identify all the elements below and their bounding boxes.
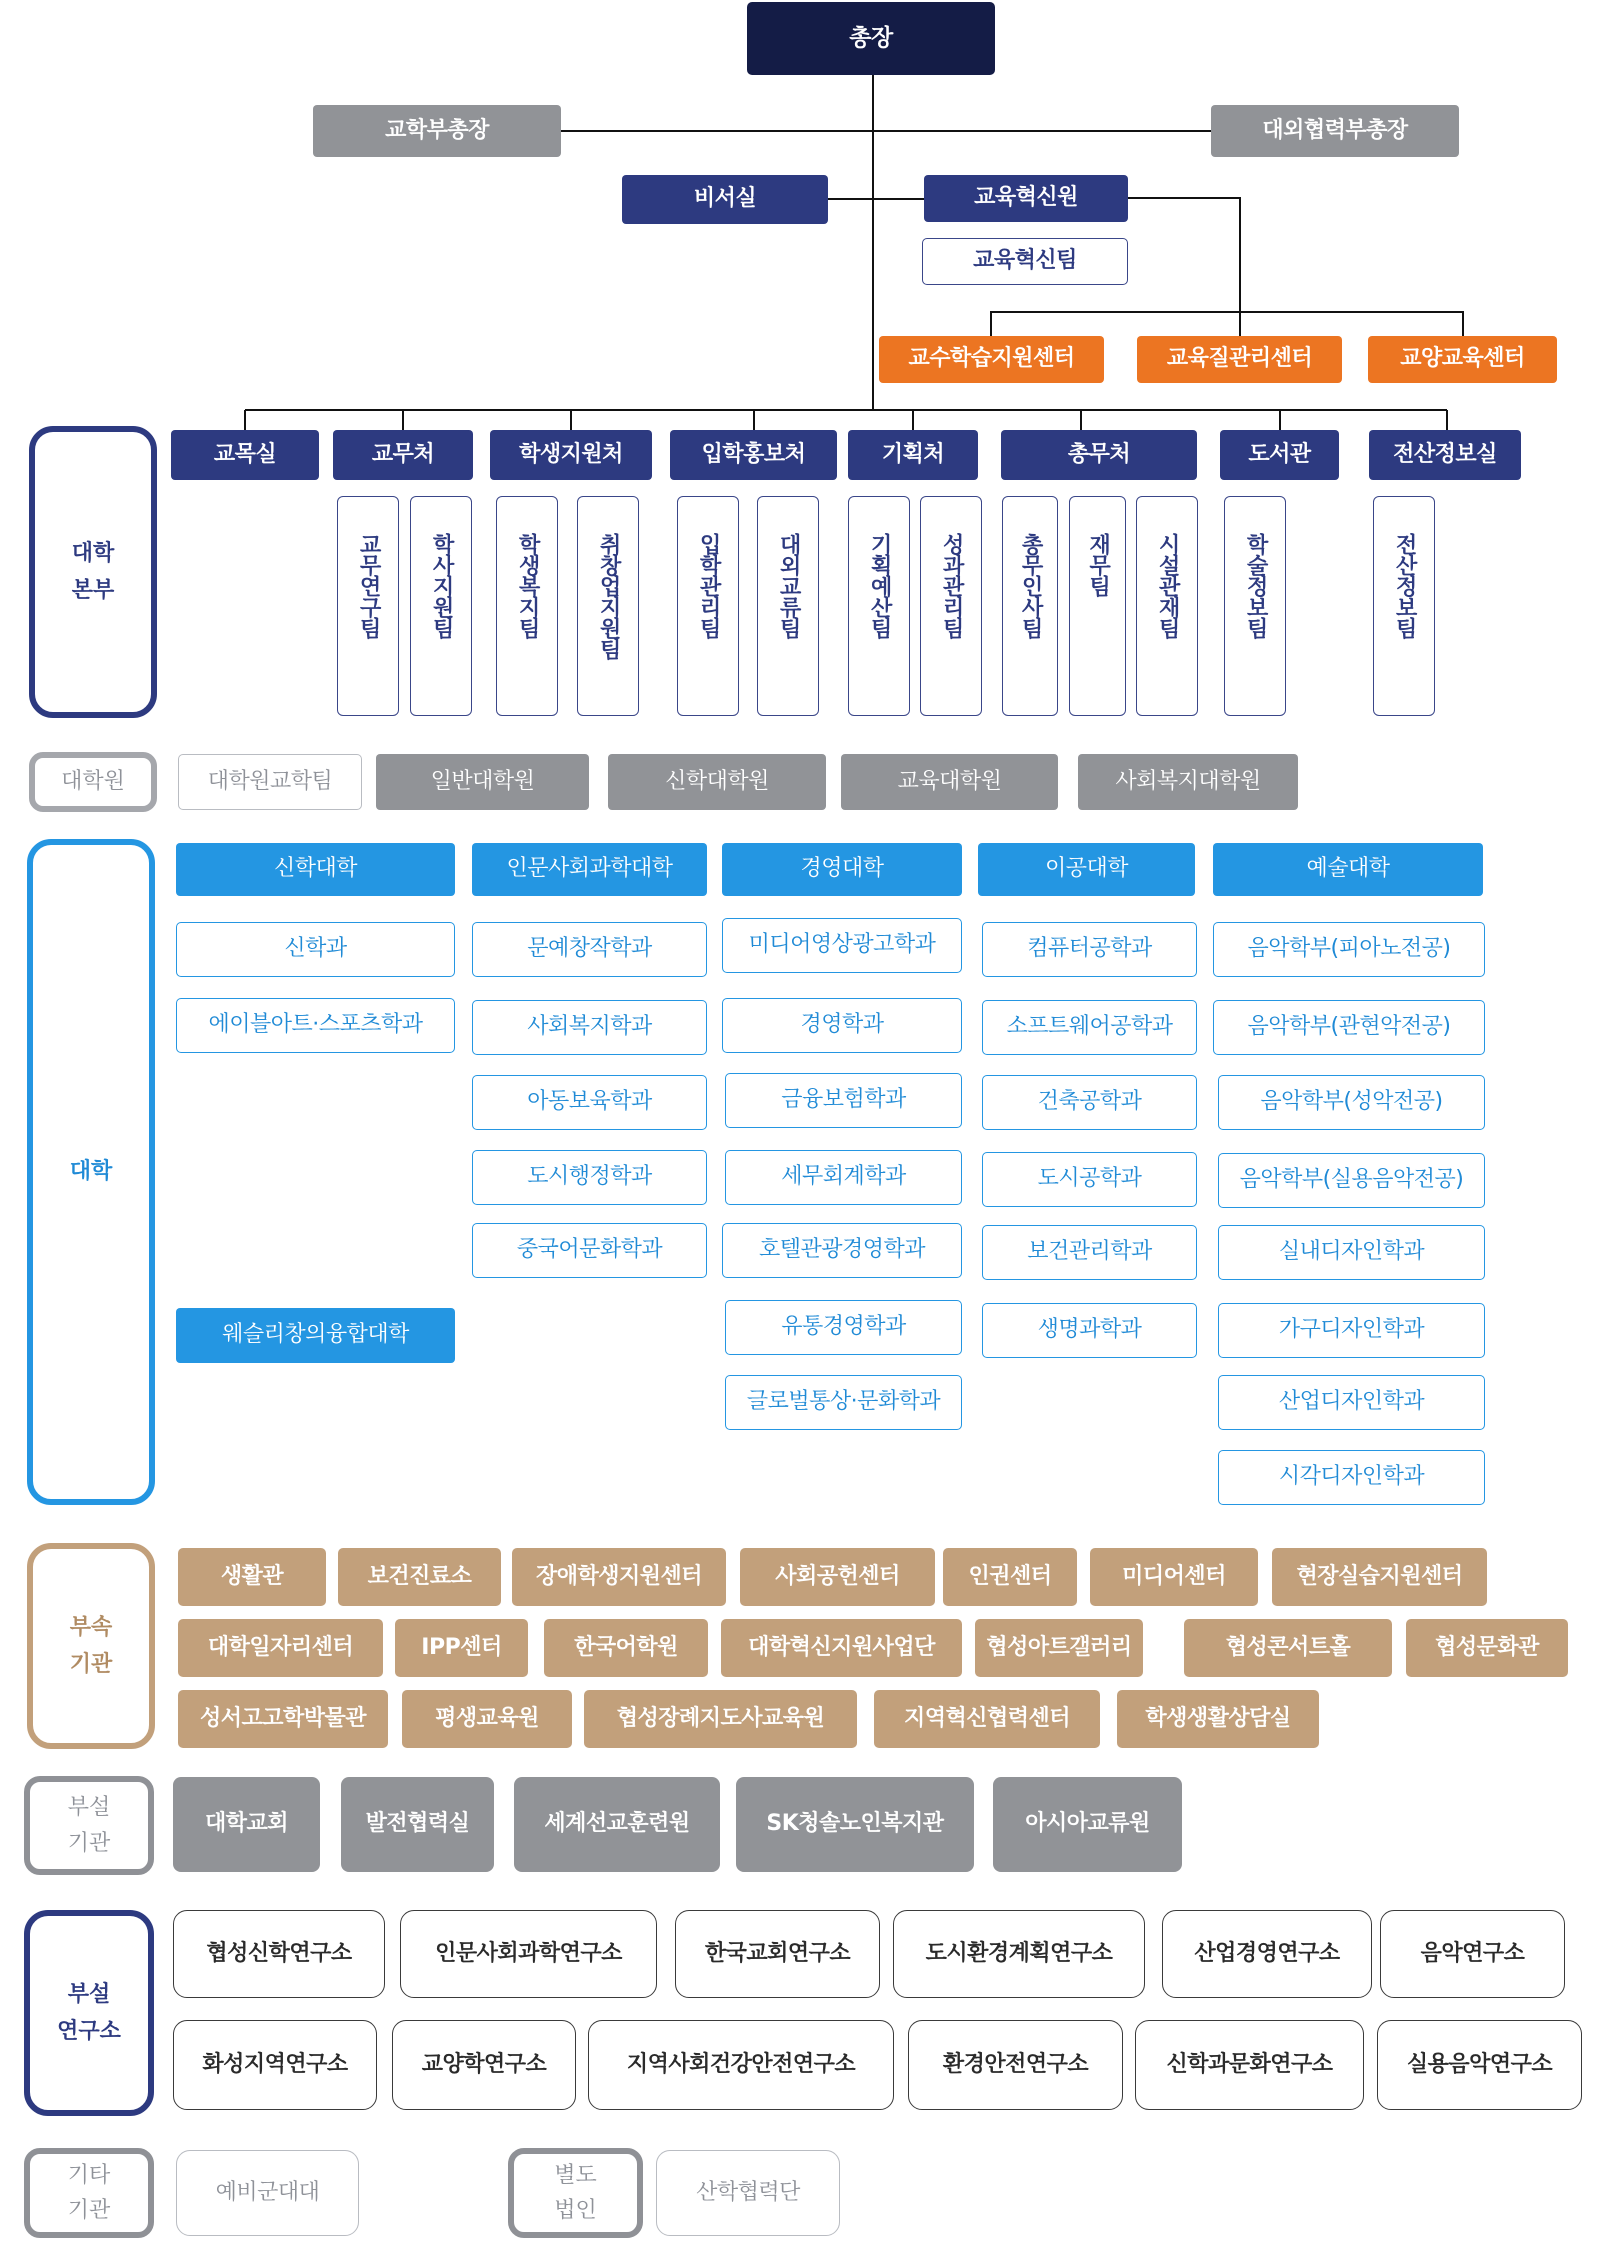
category-attached xyxy=(24,1776,154,1875)
department-box[interactable]: 생명과학과 xyxy=(982,1303,1197,1358)
team-box[interactable]: 성과관리팀 xyxy=(920,496,982,716)
team-box[interactable]: 대외교류팀 xyxy=(757,496,819,716)
institute-box[interactable]: 실용음악연구소 xyxy=(1377,2020,1582,2110)
center-box-quality[interactable]: 교육질관리센터 xyxy=(1137,336,1342,383)
affiliated-box[interactable]: IPP센터 xyxy=(395,1619,528,1677)
affiliated-box[interactable]: 보건진료소 xyxy=(338,1548,501,1606)
category-label-line: 본부 xyxy=(71,578,115,603)
department-box[interactable]: 음악학부(피아노전공) xyxy=(1213,922,1485,977)
affiliated-box[interactable]: 인권센터 xyxy=(943,1548,1077,1606)
other-institution-box[interactable]: 예비군대대 xyxy=(176,2150,359,2236)
institute-box[interactable]: 화성지역연구소 xyxy=(173,2020,377,2110)
category-label-line: 대학 xyxy=(69,1159,113,1185)
innovation-institute-box[interactable]: 교육혁신원 xyxy=(924,175,1128,222)
department-box[interactable]: 산업디자인학과 xyxy=(1218,1375,1485,1430)
team-box[interactable]: 학술정보팀 xyxy=(1224,496,1286,716)
team-box[interactable]: 학사지원팀 xyxy=(410,496,472,716)
category-label-line: 법인 xyxy=(554,2198,597,2223)
team-box[interactable]: 학생복지팀 xyxy=(496,496,558,716)
affiliated-box[interactable]: 사회공헌센터 xyxy=(740,1548,935,1606)
department-box[interactable]: 도시공학과 xyxy=(982,1152,1197,1207)
affiliated-box[interactable]: 협성콘서트홀 xyxy=(1184,1619,1392,1677)
affiliated-box[interactable]: 미디어센터 xyxy=(1090,1548,1258,1606)
team-box[interactable]: 시설관재팀 xyxy=(1136,496,1198,716)
institute-box[interactable]: 산업경영연구소 xyxy=(1162,1910,1372,1998)
department-box[interactable]: 음악학부(관현악전공) xyxy=(1213,1000,1485,1055)
college-header[interactable]: 이공대학 xyxy=(978,843,1195,896)
institute-box[interactable]: 신학과문화연구소 xyxy=(1135,2020,1364,2110)
office-box[interactable]: 전산정보실 xyxy=(1369,430,1521,480)
department-box[interactable]: 신학과 xyxy=(176,922,455,977)
office-box[interactable]: 학생지원처 xyxy=(490,430,652,480)
department-box[interactable]: 세무회계학과 xyxy=(725,1150,962,1205)
graduate-team-box[interactable]: 대학원교학팀 xyxy=(178,754,362,810)
department-box[interactable]: 건축공학과 xyxy=(982,1075,1197,1130)
category-label-line: 연구소 xyxy=(57,2019,121,2044)
attached-box[interactable]: 아시아교류원 xyxy=(993,1777,1182,1872)
team-box[interactable]: 재무팀 xyxy=(1069,496,1126,716)
center-box-liberal[interactable]: 교양교육센터 xyxy=(1368,336,1557,383)
affiliated-box[interactable]: 한국어학원 xyxy=(544,1619,708,1677)
category-graduate xyxy=(29,752,157,812)
institute-box[interactable]: 지역사회건강안전연구소 xyxy=(588,2020,894,2110)
department-box[interactable]: 시각디자인학과 xyxy=(1218,1450,1485,1505)
team-box[interactable]: 총무인사팀 xyxy=(1002,496,1058,716)
president-box[interactable]: 총장 xyxy=(747,2,995,75)
graduate-school-box[interactable]: 사회복지대학원 xyxy=(1078,754,1298,810)
department-box[interactable]: 경영학과 xyxy=(722,998,962,1053)
institute-box[interactable]: 음악연구소 xyxy=(1380,1910,1565,1998)
department-box[interactable]: 중국어문화학과 xyxy=(472,1223,707,1278)
team-box[interactable]: 취창업지원팀 xyxy=(577,496,639,716)
institute-box[interactable]: 인문사회과학연구소 xyxy=(400,1910,657,1998)
department-box[interactable]: 소프트웨어공학과 xyxy=(982,1000,1197,1055)
category-label-line: 대학 xyxy=(71,540,115,566)
institute-box[interactable]: 도시환경계획연구소 xyxy=(893,1910,1145,1998)
department-box[interactable]: 음악학부(성악전공) xyxy=(1218,1075,1485,1130)
office-box[interactable]: 총무처 xyxy=(1001,430,1197,480)
category-label-line: 부설 xyxy=(67,1795,111,1821)
affiliated-box[interactable]: 대학혁신지원사업단 xyxy=(721,1619,962,1677)
category-label-line: 별도 xyxy=(554,2162,597,2188)
graduate-school-box[interactable]: 신학대학원 xyxy=(608,754,826,810)
category-label-line: 부설 xyxy=(67,1981,111,2007)
department-box[interactable]: 호텔관광경영학과 xyxy=(722,1223,962,1278)
team-box[interactable]: 입학관리팀 xyxy=(677,496,739,716)
category-institutes xyxy=(24,1910,154,2116)
office-box[interactable]: 교목실 xyxy=(171,430,319,480)
institute-box[interactable]: 협성신학연구소 xyxy=(173,1910,385,1998)
innovation-team-box[interactable]: 교육혁신팀 xyxy=(922,238,1128,285)
category-headquarters xyxy=(29,426,157,718)
vice-president-academic-box[interactable]: 교학부총장 xyxy=(313,105,561,157)
college-header[interactable]: 신학대학 xyxy=(176,843,455,896)
affiliated-box[interactable]: 협성문화관 xyxy=(1406,1619,1568,1677)
department-box[interactable]: 도시행정학과 xyxy=(472,1150,707,1205)
affiliated-box[interactable]: 지역혁신협력센터 xyxy=(874,1690,1100,1748)
office-box[interactable]: 입학홍보처 xyxy=(670,430,837,480)
category-label-line: 기관 xyxy=(67,2198,111,2223)
category-affiliated xyxy=(27,1543,155,1749)
institute-box[interactable]: 한국교회연구소 xyxy=(675,1910,880,1998)
category-label-line: 대학원 xyxy=(61,769,125,795)
vice-president-external-box[interactable]: 대외협력부총장 xyxy=(1211,105,1459,157)
category-colleges xyxy=(27,839,155,1505)
department-box[interactable]: 에이블아트·스포츠학과 xyxy=(176,998,455,1053)
affiliated-box[interactable]: 협성장례지도사교육원 xyxy=(584,1690,857,1748)
team-box[interactable]: 전산정보팀 xyxy=(1373,496,1435,716)
department-box[interactable]: 아동보육학과 xyxy=(472,1075,707,1130)
graduate-school-box[interactable]: 일반대학원 xyxy=(376,754,589,810)
secretariat-box[interactable]: 비서실 xyxy=(622,175,828,224)
team-box[interactable]: 교무연구팀 xyxy=(337,496,399,716)
department-box[interactable]: 실내디자인학과 xyxy=(1218,1225,1485,1280)
category-label-line: 기타 xyxy=(67,2162,111,2188)
college-header[interactable]: 예술대학 xyxy=(1213,843,1483,896)
office-box[interactable]: 교무처 xyxy=(333,430,473,480)
affiliated-box[interactable]: 협성아트갤러리 xyxy=(975,1619,1143,1677)
affiliated-box[interactable]: 학생생활상담실 xyxy=(1117,1690,1319,1748)
graduate-school-box[interactable]: 교육대학원 xyxy=(841,754,1058,810)
department-box[interactable]: 금융보험학과 xyxy=(725,1073,962,1128)
affiliated-box[interactable]: 대학일자리센터 xyxy=(178,1619,383,1677)
line-innovation-branch xyxy=(1128,198,1240,312)
team-box[interactable]: 기획예산팀 xyxy=(848,496,910,716)
department-box[interactable]: 음악학부(실용음악전공) xyxy=(1218,1153,1485,1208)
attached-box[interactable]: 발전협력실 xyxy=(341,1777,494,1872)
category-label-line: 기관 xyxy=(67,1830,111,1856)
affiliated-box[interactable]: 평생교육원 xyxy=(402,1690,572,1748)
college-header[interactable]: 웨슬리창의융합대학 xyxy=(176,1308,455,1363)
affiliated-box[interactable]: 성서고고학박물관 xyxy=(178,1690,388,1748)
separate-corp-box[interactable]: 산학협력단 xyxy=(656,2150,840,2236)
affiliated-box[interactable]: 현장실습지원센터 xyxy=(1272,1548,1487,1606)
department-box[interactable]: 컴퓨터공학과 xyxy=(982,922,1197,977)
department-box[interactable]: 사회복지학과 xyxy=(472,1000,707,1055)
attached-box[interactable]: 세계선교훈련원 xyxy=(514,1777,720,1872)
department-box[interactable]: 글로벌통상·문화학과 xyxy=(725,1375,962,1430)
attached-box[interactable]: 대학교회 xyxy=(173,1777,320,1872)
department-box[interactable]: 문예창작학과 xyxy=(472,922,707,977)
office-box[interactable]: 기획처 xyxy=(848,430,978,480)
college-header[interactable]: 경영대학 xyxy=(722,843,962,896)
center-box-teaching[interactable]: 교수학습지원센터 xyxy=(879,336,1104,383)
affiliated-box[interactable]: 장애학생지원센터 xyxy=(512,1548,726,1606)
department-box[interactable]: 보건관리학과 xyxy=(982,1225,1197,1280)
attached-box[interactable]: SK청솔노인복지관 xyxy=(736,1777,974,1872)
category-separate-corp xyxy=(508,2148,643,2238)
category-label-line: 기관 xyxy=(69,1652,113,1677)
affiliated-box[interactable]: 생활관 xyxy=(178,1548,326,1606)
department-box[interactable]: 미디어영상광고학과 xyxy=(722,918,962,973)
category-others xyxy=(24,2148,154,2238)
college-header[interactable]: 인문사회과학대학 xyxy=(472,843,707,896)
institute-box[interactable]: 환경안전연구소 xyxy=(908,2020,1123,2110)
institute-box[interactable]: 교양학연구소 xyxy=(392,2020,576,2110)
office-box[interactable]: 도서관 xyxy=(1220,430,1339,480)
department-box[interactable]: 유통경영학과 xyxy=(725,1300,962,1355)
department-box[interactable]: 가구디자인학과 xyxy=(1218,1303,1485,1358)
category-label-line: 부속 xyxy=(69,1614,113,1640)
